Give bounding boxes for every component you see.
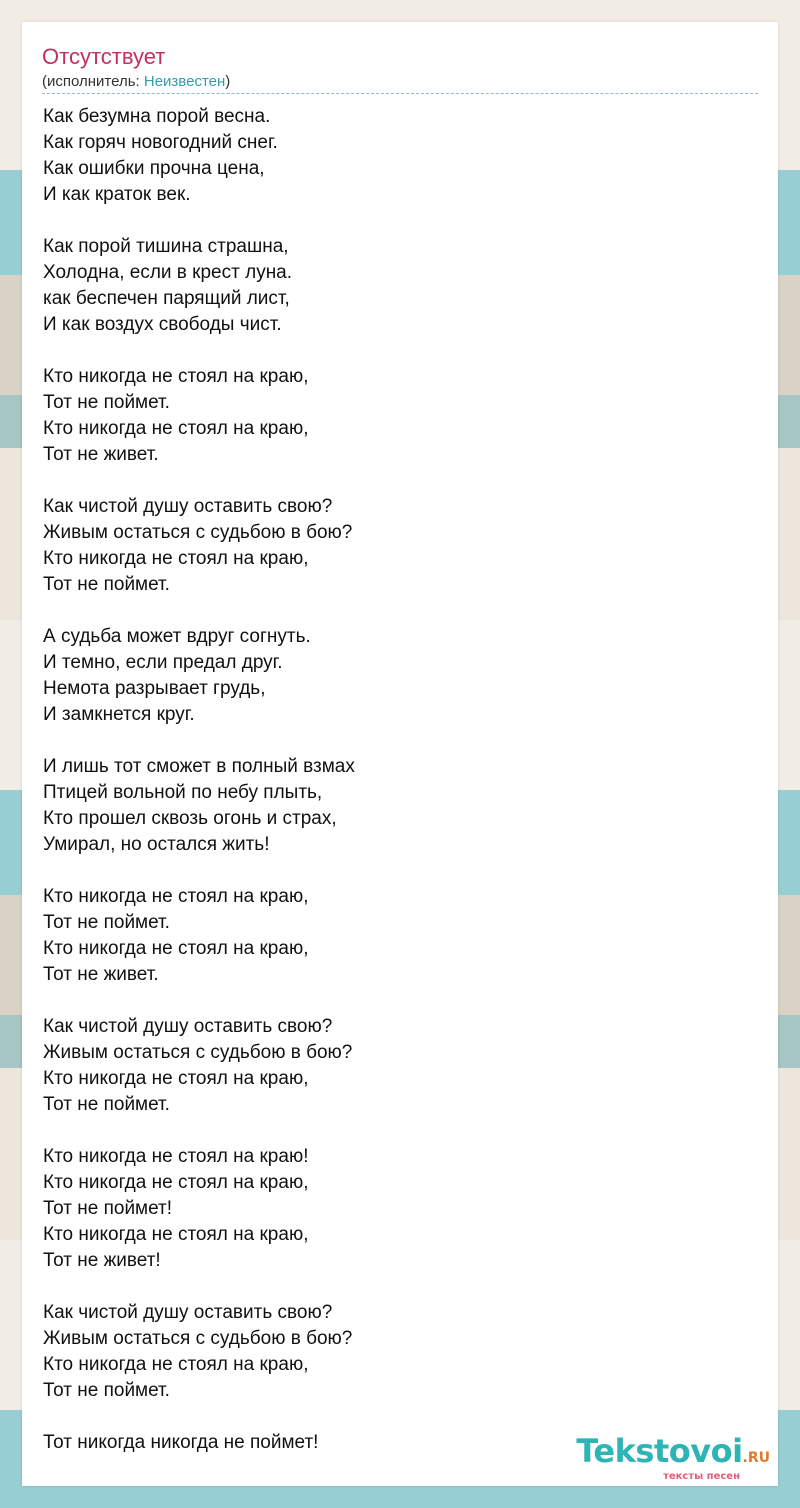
lyric-line: А судьба может вдруг согнуть. xyxy=(43,626,311,647)
lyric-line: И темно, если предал друг. xyxy=(43,652,283,673)
lyric-line: И замкнется круг. xyxy=(43,704,195,725)
logo-tagline: тексты песен xyxy=(663,1471,740,1482)
lyric-line: Птицей вольной по небу плыть, xyxy=(43,782,323,803)
lyric-line: Кто никогда не стоял на краю, xyxy=(43,1068,309,1089)
lyric-line: Кто никогда не стоял на краю, xyxy=(43,1354,309,1375)
logo-name: Tekstovoi xyxy=(576,1432,743,1470)
lyric-line: Тот никогда никогда не поймет! xyxy=(43,1432,319,1453)
lyric-line: Кто никогда не стоял на краю, xyxy=(43,886,309,907)
performer-suffix: ) xyxy=(225,73,231,90)
lyric-line: Кто никогда не стоял на краю, xyxy=(43,1172,309,1193)
lyric-line: Кто никогда не стоял на краю! xyxy=(43,1146,309,1167)
title-divider xyxy=(42,93,758,94)
performer-link[interactable]: Неизвестен xyxy=(143,73,226,90)
lyric-line: Как порой тишина страшна, xyxy=(43,236,289,257)
lyric-line: И как воздух свободы чист. xyxy=(43,314,282,335)
stanza-gap xyxy=(43,728,743,754)
logo-tld: .RU xyxy=(742,1450,770,1466)
lyric-line: Кто никогда не стоял на краю, xyxy=(43,938,309,959)
lyric-line: Кто никогда не стоял на краю, xyxy=(43,418,309,439)
lyric-line: Живым остаться с судьбою в бою? xyxy=(43,522,353,543)
lyric-line: Тот не поймет. xyxy=(43,1380,170,1401)
lyric-line: Тот не поймет. xyxy=(43,1094,170,1115)
stanza-gap xyxy=(43,858,743,884)
lyric-line: Как чистой душу оставить свою? xyxy=(43,496,333,517)
lyric-line: Тот не поймет! xyxy=(43,1198,173,1219)
lyric-line: Тот не поймет. xyxy=(43,912,170,933)
stanza-gap xyxy=(43,208,743,234)
song-title: Отсутствует xyxy=(42,44,166,69)
lyric-line: как беспечен парящий лист, xyxy=(43,288,290,309)
lyric-line: Как ошибки прочна цена, xyxy=(43,158,265,179)
performer-line xyxy=(42,73,230,91)
lyric-line: Умирал, но остался жить! xyxy=(43,834,270,855)
lyrics-text xyxy=(43,104,743,1456)
lyric-line: Как чистой душу оставить свою? xyxy=(43,1302,333,1323)
lyric-line: Как безумна порой весна. xyxy=(43,106,271,127)
lyric-line: Живым остаться с судьбою в бою? xyxy=(43,1042,353,1063)
lyric-line: Кто никогда не стоял на краю, xyxy=(43,1224,309,1245)
lyric-line: Как чистой душу оставить свою? xyxy=(43,1016,333,1037)
lyric-line: Как горяч новогодний снег. xyxy=(43,132,278,153)
lyric-line: Тот не живет. xyxy=(43,964,159,985)
lyric-line: Тот не поймет. xyxy=(43,574,170,595)
stanza-gap xyxy=(43,1274,743,1300)
site-logo[interactable] xyxy=(576,1434,770,1482)
lyric-line: Тот не живет. xyxy=(43,444,159,465)
performer-prefix: (исполнитель: xyxy=(42,73,144,90)
lyrics-card xyxy=(22,22,778,1486)
lyric-line: Кто никогда не стоял на краю, xyxy=(43,366,309,387)
lyric-line: И как краток век. xyxy=(43,184,191,205)
lyric-line: Живым остаться с судьбою в бою? xyxy=(43,1328,353,1349)
stanza-gap xyxy=(43,1118,743,1144)
lyric-line: Тот не поймет. xyxy=(43,392,170,413)
lyric-line: Холодна, если в крест луна. xyxy=(43,262,293,283)
stanza-gap xyxy=(43,338,743,364)
lyric-line: Тот не живет! xyxy=(43,1250,161,1271)
stanza-gap xyxy=(43,468,743,494)
logo-wordmark xyxy=(576,1434,770,1475)
lyric-line: И лишь тот сможет в полный взмах xyxy=(43,756,355,777)
lyric-line: Кто никогда не стоял на краю, xyxy=(43,548,309,569)
stanza-gap xyxy=(43,988,743,1014)
lyric-line: Немота разрывает грудь, xyxy=(43,678,266,699)
lyric-line: Кто прошел сквозь огонь и страх, xyxy=(43,808,337,829)
stanza-gap xyxy=(43,1404,743,1430)
stanza-gap xyxy=(43,598,743,624)
